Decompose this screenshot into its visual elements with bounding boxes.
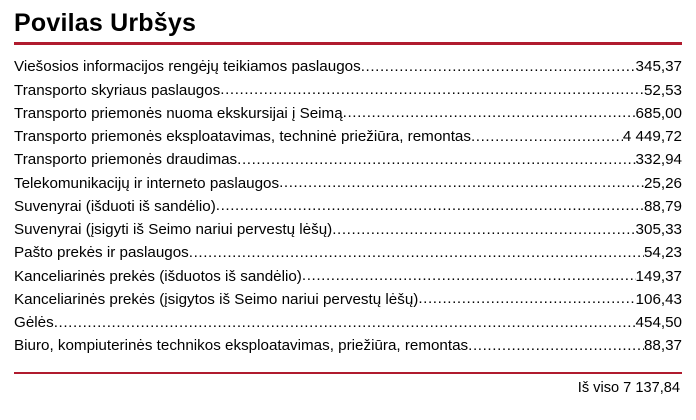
list-item: [14, 265, 682, 288]
page-title: Povilas Urbšys: [14, 9, 197, 37]
dot-leader: [418, 287, 635, 310]
dot-leader: [471, 125, 623, 148]
list-item: [14, 55, 682, 78]
item-value: 88,37: [643, 337, 682, 355]
expense-list: [14, 55, 682, 357]
item-label: Gėlės: [14, 314, 54, 331]
item-label: Telekomunikacijų ir interneto paslaugos: [14, 174, 280, 192]
dot-leader: [332, 218, 635, 241]
list-item: [14, 241, 682, 264]
item-label: Transporto priemonės draudimas: [14, 151, 238, 169]
item-value: 685,00: [635, 104, 682, 122]
item-label: Kanceliarinės prekės (įsigytos iš Seimo nariui pervestų lėšų): [14, 290, 419, 308]
dot-leader: [279, 171, 644, 194]
item-label: Kanceliarinės prekės (išduotos iš sandėlio): [14, 267, 302, 285]
list-item: [14, 311, 682, 334]
item-label: Suvenyrai (įsigyti iš Seimo nariui pervestų lėšų): [14, 221, 333, 238]
dot-leader: [189, 241, 644, 264]
list-item: [14, 148, 682, 171]
dot-leader: [54, 311, 636, 334]
list-item: [14, 79, 682, 102]
dot-leader: [237, 148, 635, 171]
item-value: 4 449,72: [622, 128, 682, 145]
item-value: 106,43: [635, 290, 682, 308]
footer-divider: [14, 372, 682, 374]
list-item: [14, 218, 682, 241]
list-item: [14, 125, 682, 148]
item-value: 345,37: [635, 58, 682, 76]
total-amount: Iš viso 7 137,84: [577, 379, 680, 396]
item-label: Transporto skyriaus paslaugos: [14, 81, 221, 99]
item-label: Transporto priemonės nuoma ekskursijai į Seimą: [14, 104, 343, 122]
item-value: 454,50: [635, 314, 682, 331]
header-divider: [14, 42, 682, 45]
dot-leader: [220, 78, 644, 101]
item-value: 332,94: [635, 151, 682, 169]
item-value: 88,79: [643, 197, 682, 215]
item-value: 52,53: [643, 81, 682, 99]
item-value: 54,23: [643, 244, 682, 262]
dot-leader: [216, 194, 644, 217]
list-item: [14, 102, 682, 125]
list-item: [14, 172, 682, 195]
dot-leader: [468, 334, 644, 357]
item-label: Viešosios informacijos rengėjų teikiamos paslaugos: [14, 58, 361, 76]
item-value: 25,26: [643, 174, 682, 192]
item-value: 149,37: [635, 267, 682, 285]
dot-leader: [361, 55, 636, 78]
item-label: Biuro, kompiuterinės technikos eksploatavimas, priežiūra, remontas: [14, 337, 469, 355]
item-value: 305,33: [635, 221, 682, 238]
list-item: [14, 288, 682, 311]
item-label: Suvenyrai (išduoti iš sandėlio): [14, 197, 216, 215]
dot-leader: [343, 101, 636, 124]
list-item: [14, 334, 682, 357]
list-item: [14, 195, 682, 218]
item-label: Pašto prekės ir paslaugos: [14, 244, 189, 262]
dot-leader: [302, 264, 636, 287]
item-label: Transporto priemonės eksploatavimas, techninė priežiūra, remontas: [14, 128, 471, 145]
